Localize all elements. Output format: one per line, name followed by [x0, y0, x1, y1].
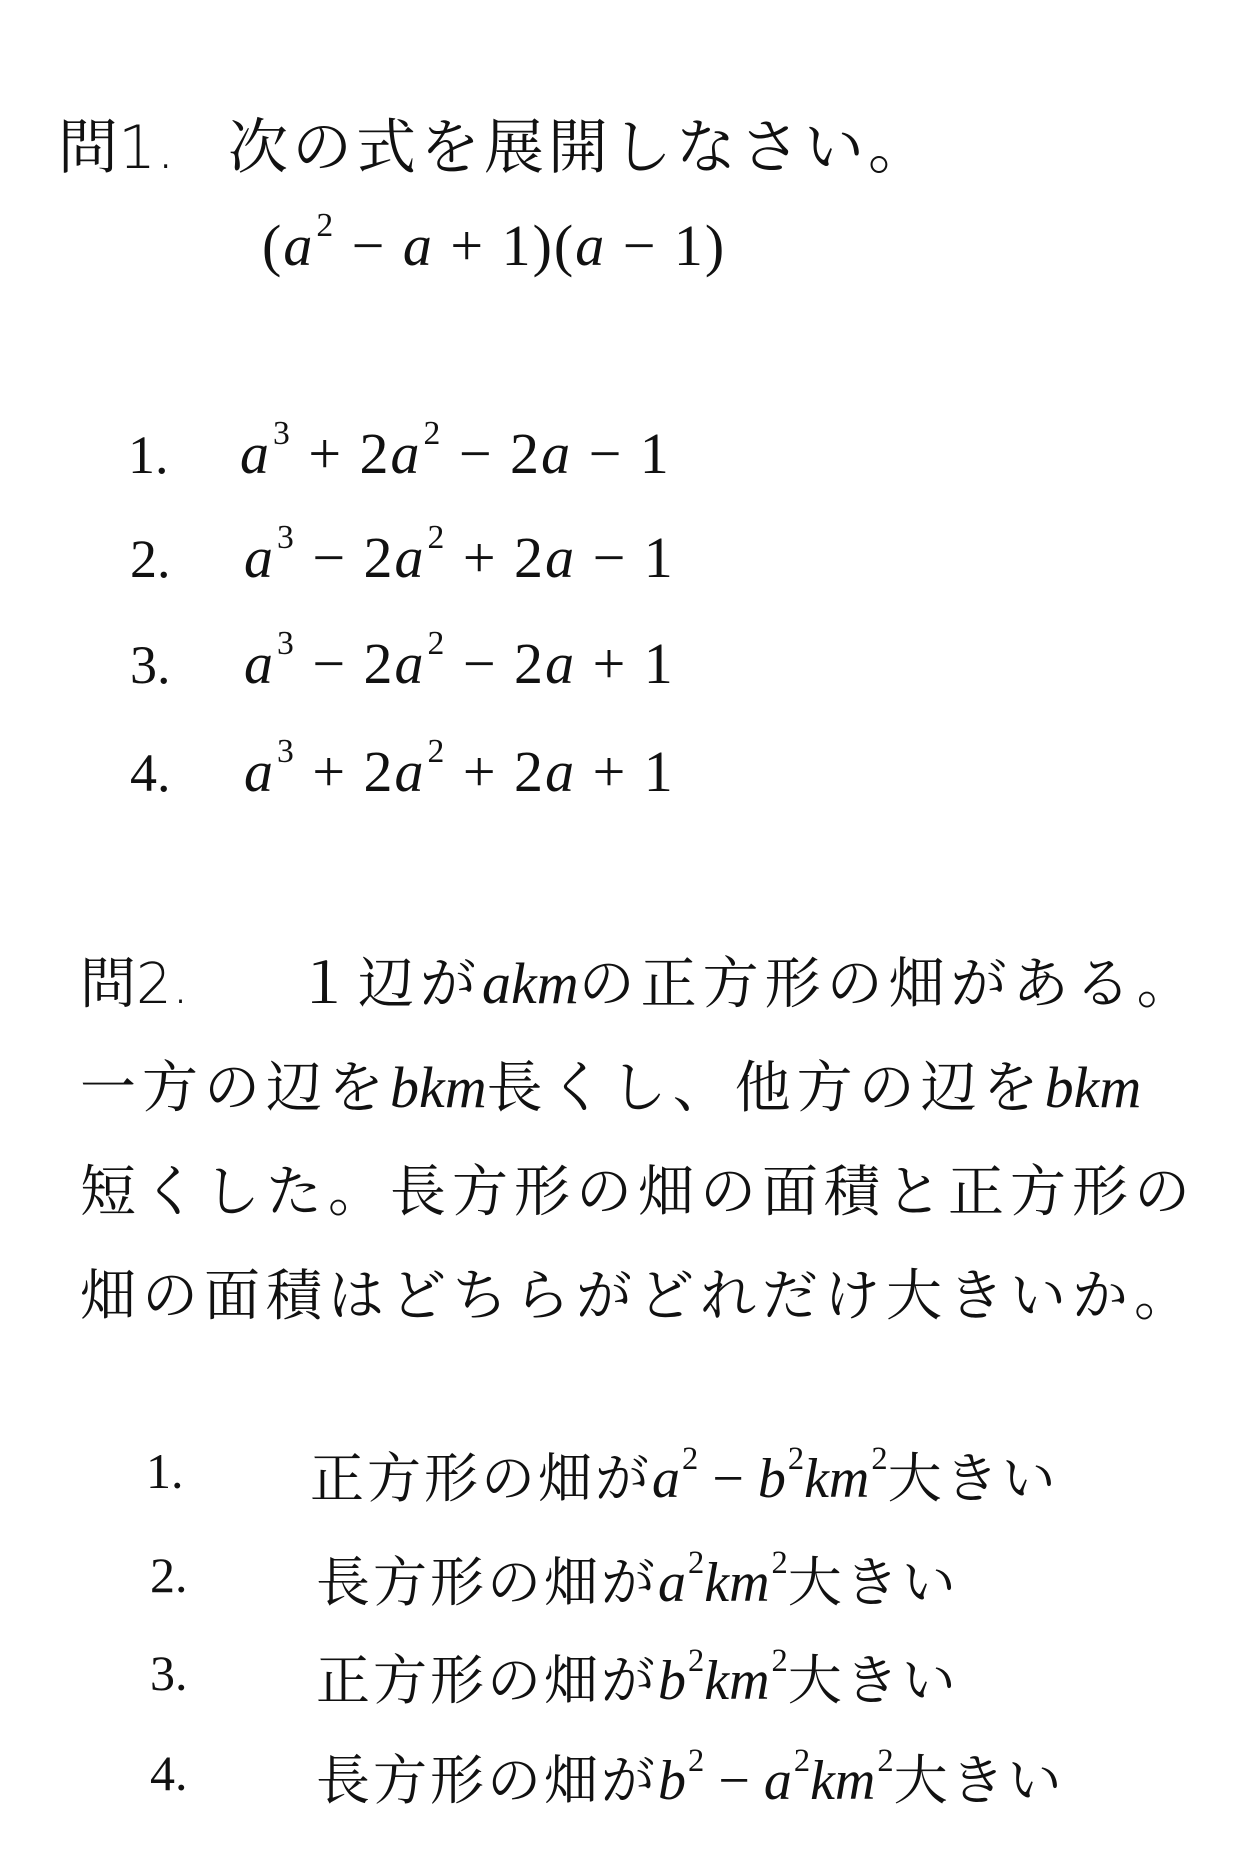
- choice-expression: $a^3 - 2a^2 - 2a + 1$: [244, 625, 675, 696]
- choice-number: 3.: [150, 1645, 188, 1701]
- choice-expression: $a^3 - 2a^2 + 2a - 1$: [244, 519, 675, 590]
- choice-text: 正方形の畑が$b^2km^2$大きい: [316, 1643, 959, 1712]
- choice-text: 長方形の畑が$a^2km^2$大きい: [316, 1545, 959, 1614]
- choice-text: 正方形の畑が$a^2 - b^2km^2$大きい: [310, 1441, 1059, 1510]
- choice-number: 3.: [130, 635, 171, 695]
- question-2-line-2: 一方の辺をbkm長くし、他方の辺をbkm: [80, 1055, 1142, 1121]
- question-2-line-4: 畑の面積はどちらがどれだけ大きいか。: [80, 1264, 1196, 1329]
- choice-number: 2.: [150, 1547, 188, 1603]
- choice-number: 2.: [130, 529, 171, 589]
- question-1-label: 問1.: [58, 113, 176, 183]
- question-2-label: 問2.: [80, 952, 190, 1017]
- choice-number: 1.: [146, 1443, 184, 1499]
- question-2-line-1: １辺がakmの正方形の畑がある。: [296, 951, 1199, 1017]
- choice-number: 4.: [150, 1745, 188, 1801]
- choice-number: 1.: [128, 425, 169, 485]
- question-1-instruction: 次の式を展開しなさい。: [228, 113, 932, 183]
- choice-text: 長方形の畑が$b^2 - a^2km^2$大きい: [316, 1743, 1065, 1812]
- choice-number: 4.: [130, 743, 171, 803]
- question-2-line-3: 短くした。長方形の畑の面積と正方形の: [80, 1160, 1196, 1225]
- question-1-expression: $(a^2 - a + 1)(a - 1)$: [262, 207, 727, 278]
- choice-expression: $a^3 + 2a^2 - 2a - 1$: [240, 415, 671, 486]
- choice-expression: $a^3 + 2a^2 + 2a + 1$: [244, 733, 675, 804]
